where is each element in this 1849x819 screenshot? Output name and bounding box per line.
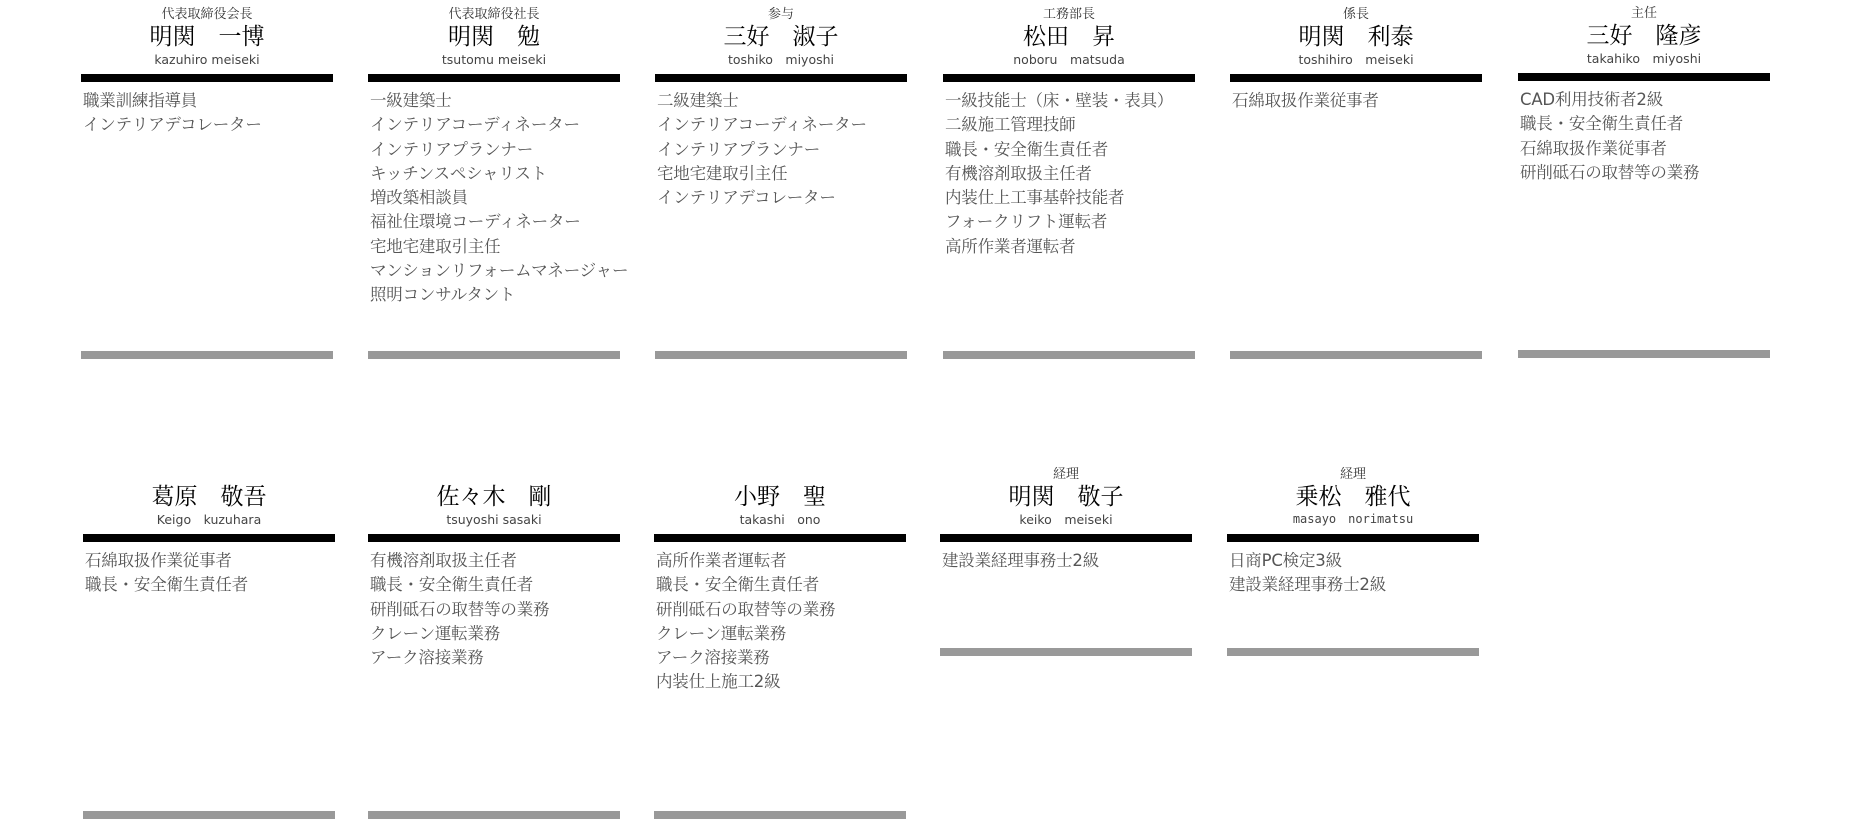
qualification-item: 石綿取扱作業従事者 [1520, 138, 1667, 158]
qualification-item: 職長・安全衛生責任者 [656, 575, 820, 595]
staff-name: 佐々木 剛 [436, 484, 552, 510]
qualification-item: 有機溶剤取扱主任者 [370, 551, 517, 570]
staff-name: 明関 敬子 [1008, 484, 1124, 510]
card-bottom-divider [81, 351, 333, 359]
qualification-item: CAD利用技術者2級 [1520, 90, 1664, 109]
staff-card-ono-takashi [654, 467, 906, 695]
header-divider [940, 534, 1192, 542]
qualification-list [943, 82, 1195, 259]
qualification-item: 有機溶剤取扱主任者 [945, 163, 1092, 183]
staff-romaji: Keigo kuzuhara [156, 512, 262, 527]
qualification-item: 一級建築士 [370, 91, 452, 110]
qualification-item: 高所作業者運転者 [945, 236, 1076, 256]
qualification-item: 職長・安全衛生責任者 [1520, 114, 1684, 134]
header-divider [81, 74, 333, 82]
qualification-item: インテリアコーディネーター [370, 115, 580, 135]
header-divider [1230, 74, 1482, 82]
qualification-item: 建設業経理事務士2級 [1229, 575, 1386, 595]
staff-name: 明関 勉 [448, 24, 540, 50]
qualification-list [81, 82, 333, 138]
qualification-item: インテリアコーディネーター [657, 115, 867, 135]
qualification-item: 福祉住環境コーディネーター [370, 212, 581, 232]
qualification-item: アーク溶接業務 [370, 648, 484, 668]
qualification-list [368, 542, 620, 670]
staff-romaji: tsutomu meiseki [441, 52, 547, 67]
qualification-item: 二級施工管理技師 [945, 115, 1076, 135]
qualification-list [654, 542, 906, 695]
staff-name: 葛原 敬吾 [151, 484, 267, 510]
qualification-item: 宅地宅建取引主任 [657, 163, 788, 183]
qualification-item: 高所作業者運転者 [656, 551, 787, 570]
card-bottom-divider [943, 351, 1195, 359]
staff-card-sasaki-tsuyoshi [368, 467, 620, 670]
card-bottom-divider [655, 351, 907, 359]
qualification-list [940, 542, 1192, 573]
qualification-item: 石綿取扱作業従事者 [85, 551, 232, 570]
qualification-list [1230, 82, 1482, 113]
qualification-item: インテリアデコレーター [657, 188, 836, 208]
card-bottom-divider [83, 811, 335, 819]
staff-title: 経理 [1052, 467, 1079, 482]
qualification-item: 職長・安全衛生責任者 [945, 139, 1109, 159]
staff-name: 小野 聖 [734, 484, 826, 510]
qualification-item: キッチンスペシャリスト [370, 163, 547, 183]
qualification-item: 内装仕上工事基幹技能者 [945, 188, 1125, 208]
staff-name: 明関 利泰 [1298, 24, 1414, 50]
staff-romaji: kazuhiro meiseki [154, 52, 260, 67]
qualification-item: クレーン運転業務 [370, 623, 501, 643]
staff-romaji: masayo norimatsu [1292, 512, 1414, 526]
staff-card-meiseki-tsutomu [368, 7, 629, 308]
staff-card-norimatsu-masayo [1227, 467, 1479, 598]
qualification-item: 二級建築士 [657, 91, 739, 110]
qualification-item: 内装仕上施工2級 [656, 672, 781, 692]
card-bottom-divider [1227, 648, 1479, 656]
staff-card-meiseki-keiko [940, 467, 1192, 573]
qualification-item: インテリアプランナー [370, 139, 534, 159]
card-bottom-divider [368, 351, 620, 359]
header-divider [654, 534, 906, 542]
qualification-item: 研削砥石の取替等の業務 [656, 599, 836, 619]
qualification-item: 職長・安全衛生責任者 [370, 575, 534, 595]
qualification-item: マンションリフォームマネージャー [370, 261, 629, 281]
header-divider [368, 74, 620, 82]
card-bottom-divider [368, 811, 620, 819]
header-divider [943, 74, 1195, 82]
staff-name: 三好 隆彦 [1586, 23, 1702, 49]
qualification-list [83, 542, 335, 598]
qualification-item: 照明コンサルタント [370, 285, 516, 305]
qualification-item: インテリアデコレーター [83, 115, 262, 135]
card-bottom-divider [654, 811, 906, 819]
staff-name: 三好 淑子 [723, 24, 839, 50]
qualification-list [368, 82, 629, 308]
header-divider [1227, 534, 1479, 542]
staff-romaji: toshihiro meiseki [1298, 52, 1414, 67]
staff-title: 代表取締役社長 [448, 7, 540, 22]
staff-title: 主任 [1630, 6, 1657, 21]
staff-card-miyoshi-toshiko [655, 7, 907, 210]
qualification-item: 研削砥石の取替等の業務 [370, 599, 550, 619]
card-bottom-divider [940, 648, 1192, 656]
staff-title: 代表取締役会長 [161, 7, 253, 22]
staff-title: 経理 [1339, 467, 1366, 482]
qualification-item: アーク溶接業務 [656, 648, 770, 668]
staff-romaji: takashi ono [739, 512, 821, 527]
staff-title: 工務部長 [1042, 7, 1095, 22]
qualification-item: クレーン運転業務 [656, 623, 787, 643]
staff-card-meiseki-kazuhiro [81, 7, 333, 138]
qualification-item: 職長・安全衛生責任者 [85, 575, 249, 595]
qualification-item: 研削砥石の取替等の業務 [1520, 162, 1700, 182]
qualification-item: 建設業経理事務士2級 [942, 551, 1099, 570]
qualification-item: 日商PC検定3級 [1229, 551, 1342, 570]
staff-romaji: keiko meiseki [1019, 512, 1113, 527]
staff-title [83, 467, 335, 483]
staff-title [368, 467, 620, 483]
qualification-item: 宅地宅建取引主任 [370, 236, 501, 256]
qualification-item: インテリアプランナー [657, 139, 821, 159]
staff-romaji: noboru matsuda [1013, 52, 1125, 67]
qualification-item: フォークリフト運転者 [945, 212, 1108, 232]
header-divider [655, 74, 907, 82]
staff-romaji: takahiko miyoshi [1586, 51, 1702, 66]
staff-card-kuzuhara-keigo [83, 467, 335, 598]
header-divider [368, 534, 620, 542]
staff-romaji: tsuyoshi sasaki [446, 512, 542, 527]
qualification-list [1227, 542, 1479, 598]
staff-card-miyoshi-takahiko [1518, 6, 1770, 185]
staff-name: 松田 昇 [1023, 24, 1115, 50]
qualification-item: 職業訓練指導員 [83, 91, 198, 110]
qualification-item: 石綿取扱作業従事者 [1232, 91, 1379, 110]
staff-card-meiseki-toshihiro [1230, 7, 1482, 113]
card-bottom-divider [1518, 350, 1770, 358]
staff-name: 明関 一博 [149, 24, 265, 50]
staff-romaji: toshiko miyoshi [728, 52, 834, 67]
qualification-list [655, 82, 907, 210]
card-bottom-divider [1230, 351, 1482, 359]
qualification-item: 一級技能士（床・壁装・表具） [945, 91, 1174, 110]
staff-title: 参与 [767, 7, 794, 22]
staff-title [654, 467, 906, 483]
header-divider [1518, 73, 1770, 81]
staff-name: 乗松 雅代 [1295, 484, 1411, 510]
qualification-item: 増改築相談員 [370, 188, 468, 208]
staff-title: 係長 [1342, 7, 1369, 22]
header-divider [83, 534, 335, 542]
qualification-list [1518, 81, 1770, 185]
staff-card-matsuda-noboru [943, 7, 1195, 259]
